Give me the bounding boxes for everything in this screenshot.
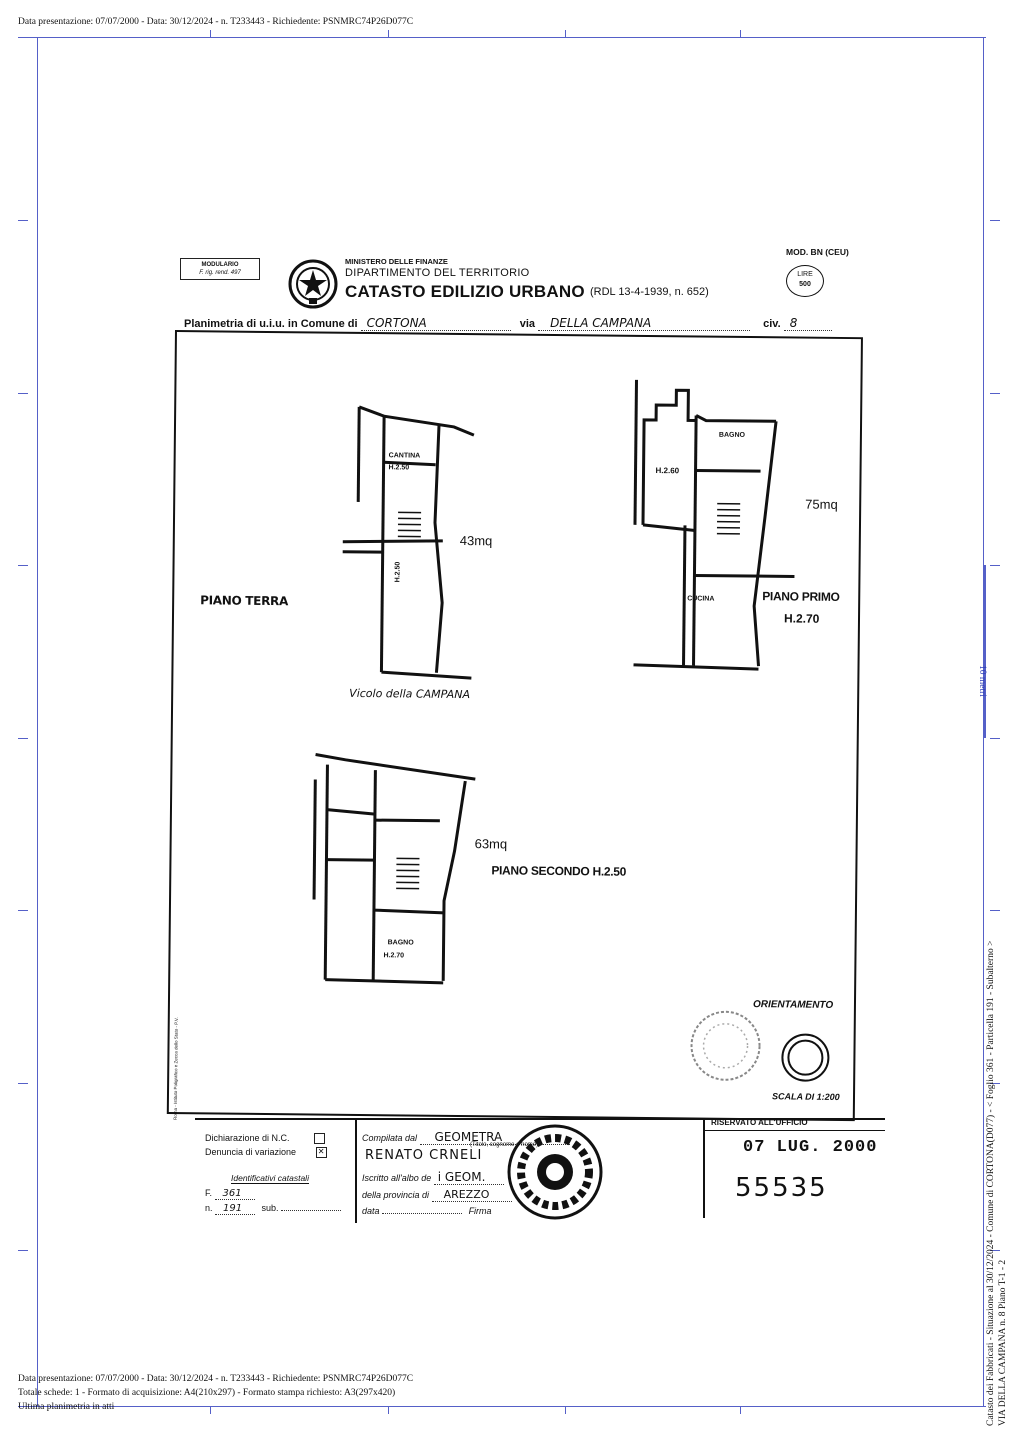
form-bottom	[195, 1118, 885, 1228]
footer-meta-line-1: Data presentazione: 07/07/2000 - Data: 30/12/2024 - n. T233443 - Richiedente: PSNMRC74P26D077C	[18, 1374, 414, 1384]
model-code: MOD. BN (CEU)	[786, 247, 849, 257]
civ-label: civ.	[763, 318, 781, 330]
comune-value: CORTONA	[361, 316, 511, 331]
frame-tick	[18, 738, 28, 739]
plan-sheet	[167, 330, 865, 1137]
republic-emblem-icon	[287, 258, 339, 310]
foglio-value: 361	[215, 1188, 255, 1200]
bagno-first-label: BAGNO	[718, 431, 746, 439]
cantina-label: CANTINA	[388, 452, 421, 460]
orientation-label: ORIENTAMENTO	[752, 999, 834, 1011]
ground-height-label: H.2.50	[394, 561, 402, 583]
identificativi-label: Identificativi catastali	[231, 1173, 309, 1183]
side-meta-line-1: Catasto dei Fabbricati - Situazione al 30/12/2024 - Comune di CORTONA(D077) - < Foglio 361 - Particella 191 - Subalterno >	[986, 940, 996, 1426]
reception-date-stamp: 07 LUG. 2000	[743, 1138, 878, 1157]
frame-tick	[18, 220, 28, 221]
frame-tick	[18, 393, 28, 394]
iscritto-value: i GEOM.	[434, 1170, 504, 1185]
provincia-label: della provincia di	[362, 1190, 430, 1200]
bagno-second-label: BAGNO	[387, 939, 414, 947]
handwritten-number: 55535	[735, 1173, 828, 1203]
titolo-note: (Titolo, cognome e nome)	[470, 1142, 539, 1148]
cucina-label: CUCINA	[687, 595, 715, 603]
lire-stamp	[786, 265, 824, 297]
via-label: via	[519, 318, 535, 330]
frame-tick	[990, 393, 1000, 394]
frame-tick	[990, 738, 1000, 739]
first-floor-label: PIANO PRIMO	[762, 589, 840, 604]
department-label: DIPARTIMENTO DEL TERRITORIO	[345, 267, 530, 279]
frame-tick	[565, 30, 566, 38]
frame-tick	[18, 1083, 28, 1084]
frame-tick	[210, 30, 211, 38]
ground-floor-label: PIANO TERRA	[200, 593, 289, 609]
side-meta-line-2: VIA DELLA CAMPANA n. 8 Piano T-1 - 2	[998, 1259, 1008, 1426]
frame-tick	[388, 1406, 389, 1414]
compilata-label: Compilata dal	[362, 1133, 418, 1143]
scale-label: SCALA DI 1:200	[771, 1091, 840, 1103]
iscritto-label: Iscritto all'albo de	[362, 1173, 432, 1183]
street-label: Vicolo della CAMPANA	[349, 686, 471, 702]
modulario-box	[180, 258, 260, 280]
foglio-row	[205, 1188, 255, 1200]
compilata-value: GEOMETRA	[420, 1130, 570, 1145]
frame-tick	[565, 1406, 566, 1414]
frame-tick	[740, 1406, 741, 1414]
second-area: 63mq	[474, 836, 508, 852]
denuncia-row	[205, 1147, 327, 1158]
frame-top-line	[18, 37, 986, 38]
data-value	[382, 1213, 462, 1214]
lire-value: 500	[799, 281, 811, 288]
header-meta-line: Data presentazione: 07/07/2000 - Data: 30/12/2024 - n. T233443 - Richiedente: PSNMRC74P26D077C	[18, 17, 414, 27]
provincia-row	[362, 1188, 512, 1202]
footer-meta-line-2: Totale schede: 1 - Formato di acquisizione: A4(210x297) - Formato stampa richiesto: A3(297x420)	[18, 1388, 396, 1398]
denuncia-label: Denuncia di variazione	[205, 1147, 297, 1157]
address-line	[184, 316, 832, 331]
frame-bottom-line	[18, 1406, 986, 1407]
denuncia-checkbox[interactable]: ✕	[316, 1147, 327, 1158]
via-value: DELLA CAMPANA	[538, 316, 750, 331]
frame-tick	[388, 30, 389, 38]
modulario-label: MODULARIO	[201, 262, 239, 268]
first-floor-height: H.2.70	[783, 611, 820, 626]
address-prefix: Planimetria di u.i.u. in Comune di	[184, 318, 358, 330]
frame-tick	[18, 910, 28, 911]
frame-tick	[18, 1250, 28, 1251]
name-value: RENATO CRNELI	[365, 1148, 483, 1163]
firma-label: Firma	[468, 1206, 492, 1216]
frame-tick	[18, 565, 28, 566]
frame-tick	[990, 910, 1000, 911]
ministry-label: MINISTERO DELLE FINANZE	[345, 257, 448, 266]
orientation-compass-icon	[779, 1031, 832, 1084]
frame-tick	[210, 1406, 211, 1414]
cantina-height-label: H.2.50	[388, 464, 410, 472]
iscritto-row	[362, 1170, 504, 1185]
printer-note: Roma - Istituto Poligrafico e Zecca dello Stato - P.V.	[172, 1017, 179, 1121]
dichiarazione-label: Dichiarazione di N.C.	[205, 1133, 290, 1143]
scale-bar-label: 10 metri	[977, 665, 987, 697]
foglio-label: F.	[205, 1188, 213, 1198]
dichiarazione-row	[205, 1133, 325, 1144]
frame-tick	[740, 30, 741, 38]
ground-area: 43mq	[459, 532, 493, 549]
second-floor-label: PIANO SECONDO H.2.50	[491, 863, 627, 879]
lire-label: LIRE	[797, 271, 813, 278]
scale-bar	[984, 565, 986, 738]
office-stamp-icon	[685, 1005, 766, 1086]
catasto-title: CATASTO EDILIZIO URBANO	[345, 282, 585, 301]
professional-seal-icon	[505, 1122, 605, 1222]
law-reference: (RDL 13-4-1939, n. 652)	[590, 286, 709, 298]
particella-row	[205, 1203, 341, 1215]
provincia-value: AREZZO	[432, 1188, 512, 1202]
form-divider-2	[703, 1118, 705, 1218]
riservato-underline	[705, 1130, 885, 1131]
data-row	[362, 1206, 492, 1216]
form-divider-1	[355, 1118, 357, 1223]
frame-left-line	[37, 37, 38, 1406]
civ-value: 8	[784, 316, 832, 331]
second-bagno-height-label: H.2.70	[383, 952, 405, 960]
sub-value	[281, 1210, 341, 1211]
footer-meta-line-3: Ultima planimetria in atti	[18, 1402, 115, 1412]
particella-label: n.	[205, 1203, 213, 1213]
frame-tick	[990, 220, 1000, 221]
frame-tick	[990, 565, 1000, 566]
riservato-label: RISERVATO ALL'UFFICIO	[711, 1118, 808, 1127]
first-room-height-label: H.2.60	[655, 466, 680, 476]
sub-label: sub.	[261, 1203, 279, 1213]
modulario-sub: F. rig. rend. 497	[199, 270, 241, 276]
first-area: 75mq	[805, 496, 838, 512]
data-label: data	[362, 1206, 380, 1216]
first-floor-plan	[633, 375, 796, 677]
dichiarazione-checkbox[interactable]	[314, 1133, 325, 1144]
particella-value: 191	[215, 1203, 255, 1215]
